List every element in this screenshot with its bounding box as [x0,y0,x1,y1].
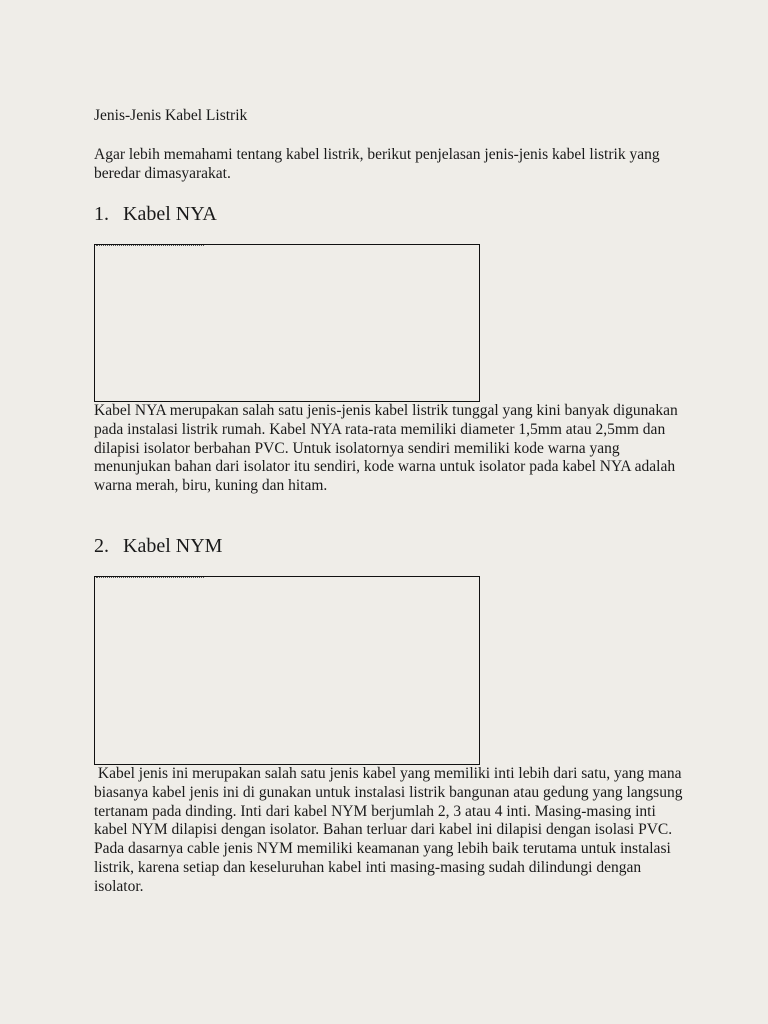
section-paragraph-kabel-nya: Kabel NYA merupakan salah satu jenis-jenis kabel listrik tunggal yang kini banyak digunakan pada instalasi listrik rumah. Kabel NYA rata-rata memiliki diameter 1,5mm atau 2,5mm dan dilapisi isolator berbahan PVC. Untuk isolatornya sendiri memiliki kode warna yang menunjukan bahan dari isolator itu sendiri, kode warna untuk isolator pada kabel NYA adalah warna merah, biru, kuning dan hitam. [94,402,678,495]
section-heading-kabel-nym [94,534,222,558]
image-placeholder-kabel-nya [94,244,480,402]
image-caption-line [96,577,204,580]
image-caption-line [96,245,204,248]
section-number: 1. [94,203,109,225]
image-placeholder-kabel-nym [94,576,480,765]
section-number: 2. [94,535,109,557]
document-title: Jenis-Jenis Kabel Listrik [94,107,248,124]
section-paragraph-kabel-nym: Kabel jenis ini merupakan salah satu jenis kabel yang memiliki inti lebih dari satu, yang mana biasanya kabel jenis ini di gunakan untuk instalasi listrik bangunan atau gedung yang langsung tertanam pada dinding. Inti dari kabel NYM berjumlah 2, 3 atau 4 inti. Masing-masing inti kabel NYM dilapisi dengan isolator. Bahan terluar dari kabel ini dilapisi dengan isolasi PVC. Pada dasarnya cable jenis NYM memiliki keamanan yang lebih baik terutama untuk instalasi listrik, karena setiap dan keseluruhan kabel inti masing-masing sudah dilindungi dengan isolator. [94,765,687,895]
section-heading-kabel-nya [94,202,217,226]
section-title: Kabel NYM [123,535,223,557]
intro-paragraph: Agar lebih memahami tentang kabel listrik, berikut penjelasan jenis-jenis kabel listrik yang beredar dimasyarakat. [94,146,660,182]
section-title: Kabel NYA [123,203,217,225]
